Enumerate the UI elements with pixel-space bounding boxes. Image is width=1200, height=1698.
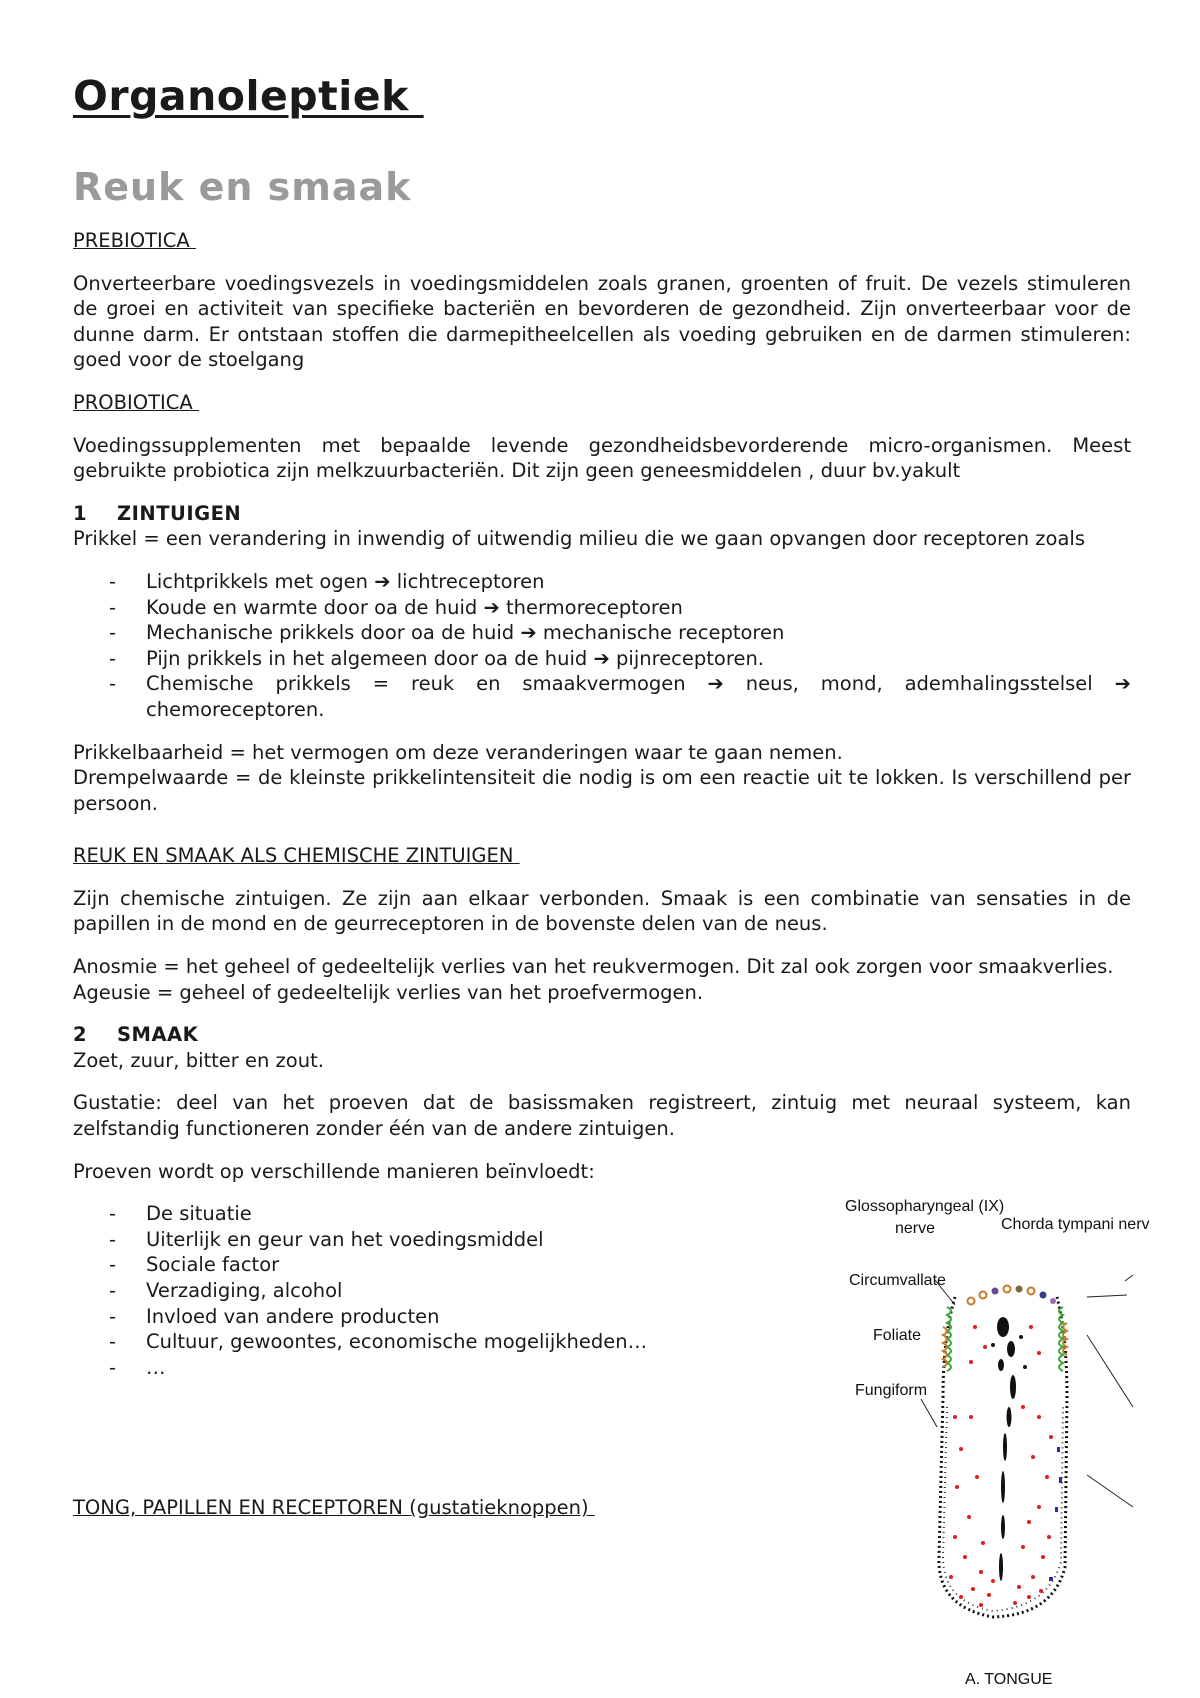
section-2-heading xyxy=(73,1022,1131,1048)
arrow-icon: ➔ xyxy=(1114,672,1131,696)
section-1-number: 1 xyxy=(73,501,88,525)
page-title: Organoleptiek xyxy=(73,72,424,120)
list-item xyxy=(73,569,1131,595)
list-item xyxy=(73,1201,823,1227)
page-subtitle: Reuk en smaak xyxy=(73,165,412,209)
section-1-heading xyxy=(73,501,1131,527)
prikkelbaarheid-text: Prikkelbaarheid = het vermogen om deze veranderingen waar te gaan nemen. xyxy=(73,740,843,764)
bullet: - xyxy=(109,1279,117,1302)
item-text: Sociale factor xyxy=(146,1253,280,1277)
item-text: Cultuur, gewoontes, economische mogelijkheden… xyxy=(146,1330,648,1354)
prikkel-definition: Prikkel = een verandering in inwendig of uitwendig milieu die we gaan opvangen door receptoren zoals xyxy=(73,527,1085,551)
item-text: Chemische prikkels = reuk en smaakvermogen xyxy=(146,672,708,696)
gustatie-text: Gustatie: deel van het proeven dat de basissmaken registreert, zintuig met neuraal systeem, kan zelfstandig functioneren zonder één van de andere zintuigen. xyxy=(73,1091,1131,1141)
item-text: Lichtprikkels met ogen xyxy=(146,569,375,593)
bullet: - xyxy=(109,621,117,645)
arrow-icon: ➔ xyxy=(520,621,537,645)
reuk-smaak-text: Zijn chemische zintuigen. Ze zijn aan elkaar verbonden. Smaak is een combinatie van sensaties in de papillen in de mond en de geurreceptoren in de bovenste delen van de neus. xyxy=(73,886,1131,936)
prebiotica-text: Onverteerbare voedingsvezels in voedingsmiddelen zoals granen, groenten of fruit. De vezels stimuleren de groei en activiteit van specifieke bacteriën en bevorderen de gezondheid. Zijn onverteerbaar voor de dunne darm. Er ontstaan stoffen die darmepitheelcellen als voeding gebruiken en de darmen stimuleren: goed voor de stoelgang xyxy=(73,271,1131,372)
item-text: neus, mond, ademhalingsstelsel xyxy=(723,672,1115,696)
item-text: chemoreceptoren. xyxy=(146,697,325,721)
label-glossopharyngeal-nerve: nerve xyxy=(895,1220,936,1237)
list-item xyxy=(73,1278,823,1304)
item-text: lichtreceptoren xyxy=(390,569,545,593)
bullet: - xyxy=(109,569,117,593)
list-item xyxy=(73,1252,823,1278)
bullet: - xyxy=(109,646,117,670)
list-item xyxy=(73,1304,823,1330)
label-circumvallate: Circumvallate xyxy=(849,1272,946,1289)
item-text: De situatie xyxy=(146,1202,252,1226)
tong-label: TONG, PAPILLEN EN RECEPTOREN (gustatieknoppen) xyxy=(73,1496,595,1520)
bullet: - xyxy=(109,1253,117,1277)
item-text: Koude en warmte door oa de huid xyxy=(146,595,484,619)
item-text: Mechanische prikkels door oa de huid xyxy=(146,621,521,645)
arrow-icon: ➔ xyxy=(707,672,724,696)
section-1-title: ZINTUIGEN xyxy=(117,501,242,525)
item-text: Verzadiging, alcohol xyxy=(146,1279,343,1302)
tongue-diagram xyxy=(843,1177,1150,1698)
reuk-smaak-label: REUK EN SMAAK ALS CHEMISCHE ZINTUIGEN xyxy=(73,844,520,868)
bullet: - xyxy=(109,672,117,696)
receptor-list xyxy=(73,569,1131,723)
section-2-title: SMAAK xyxy=(117,1023,199,1047)
item-text: Uiterlijk en geur van het voedingsmiddel xyxy=(146,1227,544,1251)
bullet: - xyxy=(109,1355,117,1379)
item-text: Pijn prikkels in het algemeen door oa de huid xyxy=(146,646,594,670)
list-item xyxy=(73,646,1131,672)
list-item xyxy=(73,671,1131,722)
list-item xyxy=(73,1227,823,1253)
ageusie-text: Ageusie = geheel of gedeeltelijk verlies van het proefvermogen. xyxy=(73,980,704,1004)
item-text: … xyxy=(146,1355,166,1379)
drempelwaarde-text: Drempelwaarde = de kleinste prikkelintensiteit die nodig is om een reactie uit te lokken. Is verschillend per persoon. xyxy=(73,766,1131,815)
tongue-figure xyxy=(843,1177,1150,1698)
list-item xyxy=(73,595,1131,621)
label-chorda-tympani: Chorda tympani nerv xyxy=(1001,1216,1150,1233)
probiotica-text: Voedingssupplementen met bepaalde levende gezondheidsbevorderende micro-organismen. Meest gebruikte probiotica zijn melkzuurbacteriën. Dit zijn geen geneesmiddelen , duur bv.yakult xyxy=(73,433,1131,483)
item-text: Invloed van andere producten xyxy=(146,1304,440,1328)
section-2-number: 2 xyxy=(73,1023,88,1047)
item-text: mechanische receptoren xyxy=(536,621,785,645)
item-text: thermoreceptoren xyxy=(499,595,683,619)
list-item xyxy=(73,1329,823,1355)
arrow-icon: ➔ xyxy=(593,646,610,670)
label-glossopharyngeal: Glossopharyngeal (IX) xyxy=(845,1198,1005,1215)
arrow-icon: ➔ xyxy=(374,569,391,593)
figure-caption: A. TONGUE xyxy=(965,1671,1053,1688)
probiotica-label: PROBIOTICA xyxy=(73,390,199,414)
smaak-intro: Zoet, zuur, bitter en zout. xyxy=(73,1048,324,1072)
influence-list xyxy=(73,1201,823,1380)
list-item xyxy=(73,620,1131,646)
anosmie-text: Anosmie = het geheel of gedeeltelijk verlies van het reukvermogen. Dit zal ook zorgen voor smaakverlies. xyxy=(73,955,1114,979)
list-item xyxy=(73,1355,823,1381)
bullet: - xyxy=(109,1202,117,1226)
arrow-icon: ➔ xyxy=(483,595,500,619)
bullet: - xyxy=(109,1227,117,1251)
bullet: - xyxy=(109,595,117,619)
label-fungiform: Fungiform xyxy=(855,1382,928,1399)
item-text: pijnreceptoren. xyxy=(609,646,764,670)
proeven-text: Proeven wordt op verschillende manieren beïnvloedt: xyxy=(73,1159,595,1183)
bullet: - xyxy=(109,1304,117,1328)
label-foliate: Foliate xyxy=(873,1327,922,1344)
prebiotica-label: PREBIOTICA xyxy=(73,229,196,252)
bullet: - xyxy=(109,1330,117,1354)
